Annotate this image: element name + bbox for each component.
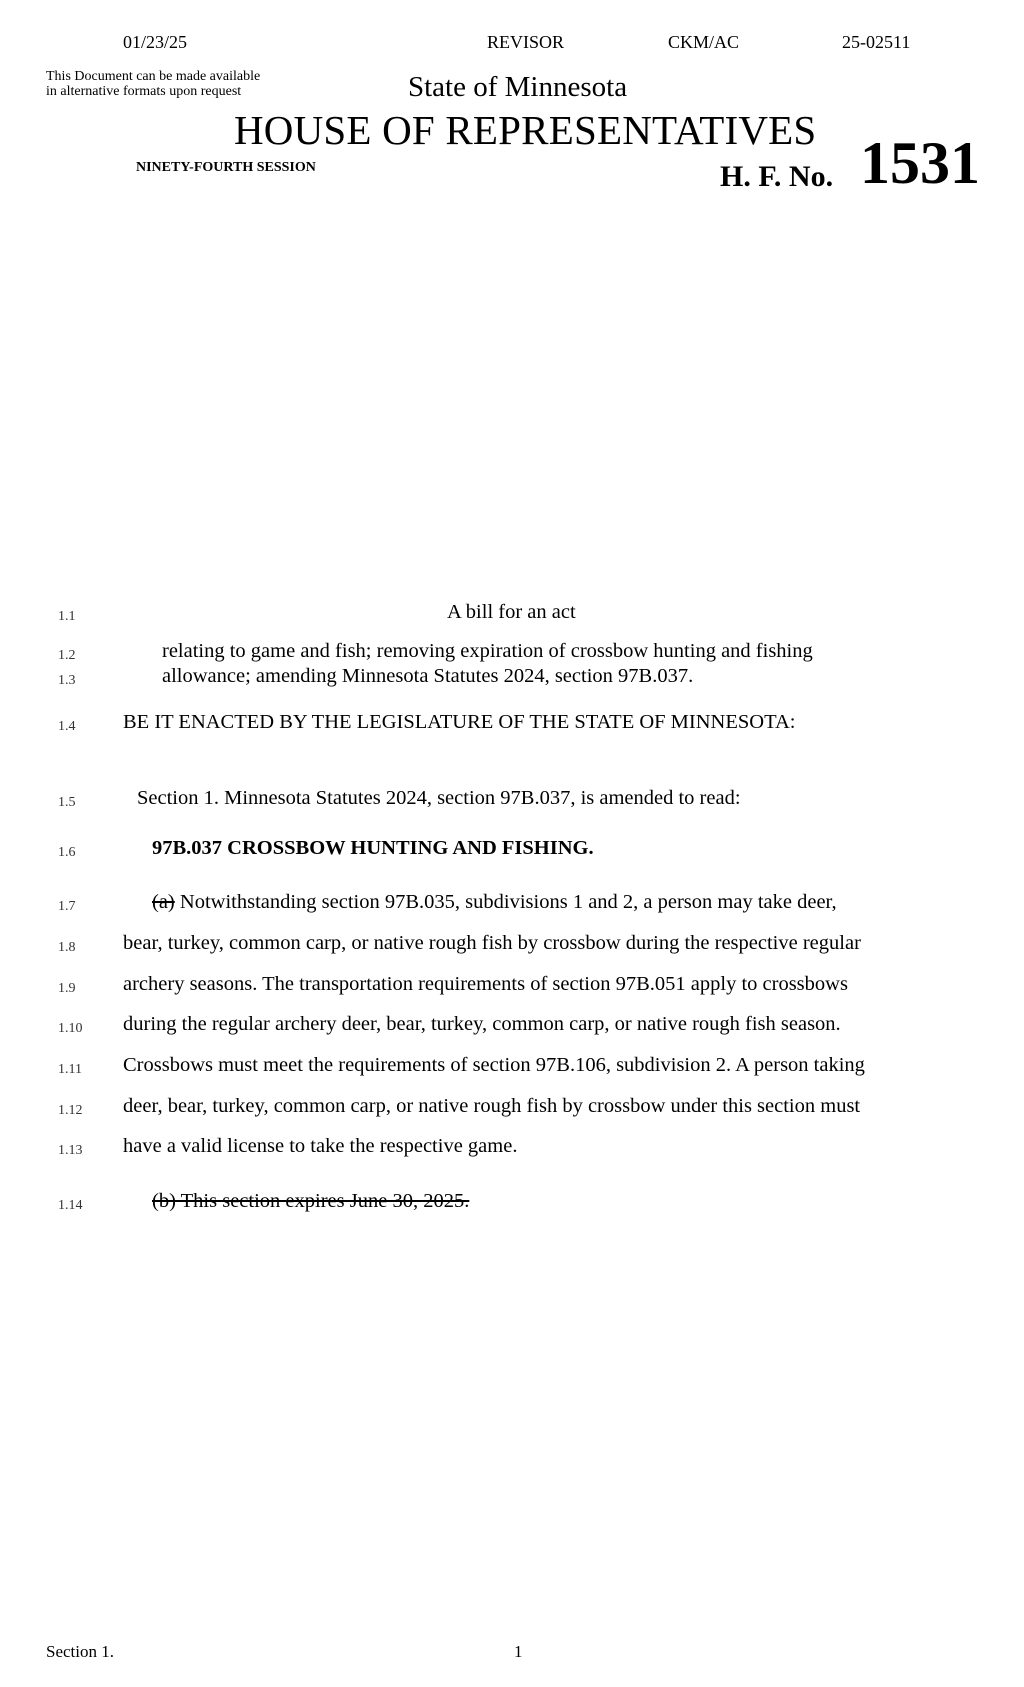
- header-date: 01/23/25: [123, 32, 188, 52]
- section-heading: Section 1. Minnesota Statutes 2024, section 97B.037, is amended to read:: [137, 787, 741, 809]
- line-number: 1.10: [58, 1021, 83, 1036]
- body-line: have a valid license to take the respective game.: [123, 1135, 518, 1157]
- body-line: during the regular archery deer, bear, turkey, common carp, or native rough fish season.: [123, 1013, 841, 1035]
- line-number: 1.4: [58, 719, 76, 734]
- availability-note-line1: This Document can be made available: [46, 69, 261, 84]
- footer-section: Section 1.: [46, 1642, 114, 1661]
- bill-title-text: allowance; amending Minnesota Statutes 2024, section 97B.037.: [162, 665, 694, 687]
- struck-text: (a): [152, 891, 175, 913]
- line-number: 1.11: [58, 1062, 82, 1077]
- body-line: deer, bear, turkey, common carp, or native rough fish by crossbow under this section must: [123, 1095, 861, 1117]
- line-number: 1.1: [58, 609, 76, 624]
- body-line: Crossbows must meet the requirements of section 97B.106, subdivision 2. A person taking: [123, 1054, 865, 1076]
- line-number: 1.7: [58, 899, 76, 914]
- body-line: archery seasons. The transportation requirements of section 97B.051 apply to crossbows: [123, 973, 848, 995]
- line-number: 1.13: [58, 1143, 83, 1158]
- statute-heading: 97B.037 CROSSBOW HUNTING AND FISHING.: [152, 837, 594, 859]
- header-doc-number: 25-02511: [842, 32, 911, 52]
- availability-note-line2: in alternative formats upon request: [46, 84, 242, 99]
- footer-page-number: 1: [514, 1642, 523, 1661]
- line-number: 1.5: [58, 795, 76, 810]
- session-label: NINETY-FOURTH SESSION: [136, 160, 316, 175]
- enacting-clause: BE IT ENACTED BY THE LEGISLATURE OF THE STATE OF MINNESOTA:: [123, 711, 796, 733]
- body-text: Notwithstanding section 97B.035, subdivisions 1 and 2, a person may take deer,: [174, 891, 837, 913]
- body-line: [152, 891, 837, 914]
- hf-label: H. F. No.: [720, 160, 834, 193]
- line-number: 1.14: [58, 1198, 83, 1213]
- line-number: 1.12: [58, 1103, 83, 1118]
- bill-title-text: relating to game and fish; removing expiration of crossbow hunting and fishing: [162, 640, 813, 662]
- struck-expiration-line: (b) This section expires June 30, 2025.: [152, 1190, 470, 1212]
- line-number: 1.2: [58, 648, 76, 663]
- line-number: 1.3: [58, 673, 76, 688]
- header-revisor: REVISOR: [487, 32, 565, 52]
- bill-heading: A bill for an act: [447, 601, 576, 623]
- body-line: bear, turkey, common carp, or native rough fish by crossbow during the respective regular: [123, 932, 861, 954]
- line-number: 1.6: [58, 845, 76, 860]
- header-initials: CKM/AC: [668, 32, 740, 52]
- state-title: State of Minnesota: [408, 71, 628, 103]
- line-number: 1.8: [58, 940, 76, 955]
- line-number: 1.9: [58, 981, 76, 996]
- bill-number: 1531: [860, 130, 980, 196]
- chamber-title: HOUSE OF REPRESENTATIVES: [234, 107, 817, 153]
